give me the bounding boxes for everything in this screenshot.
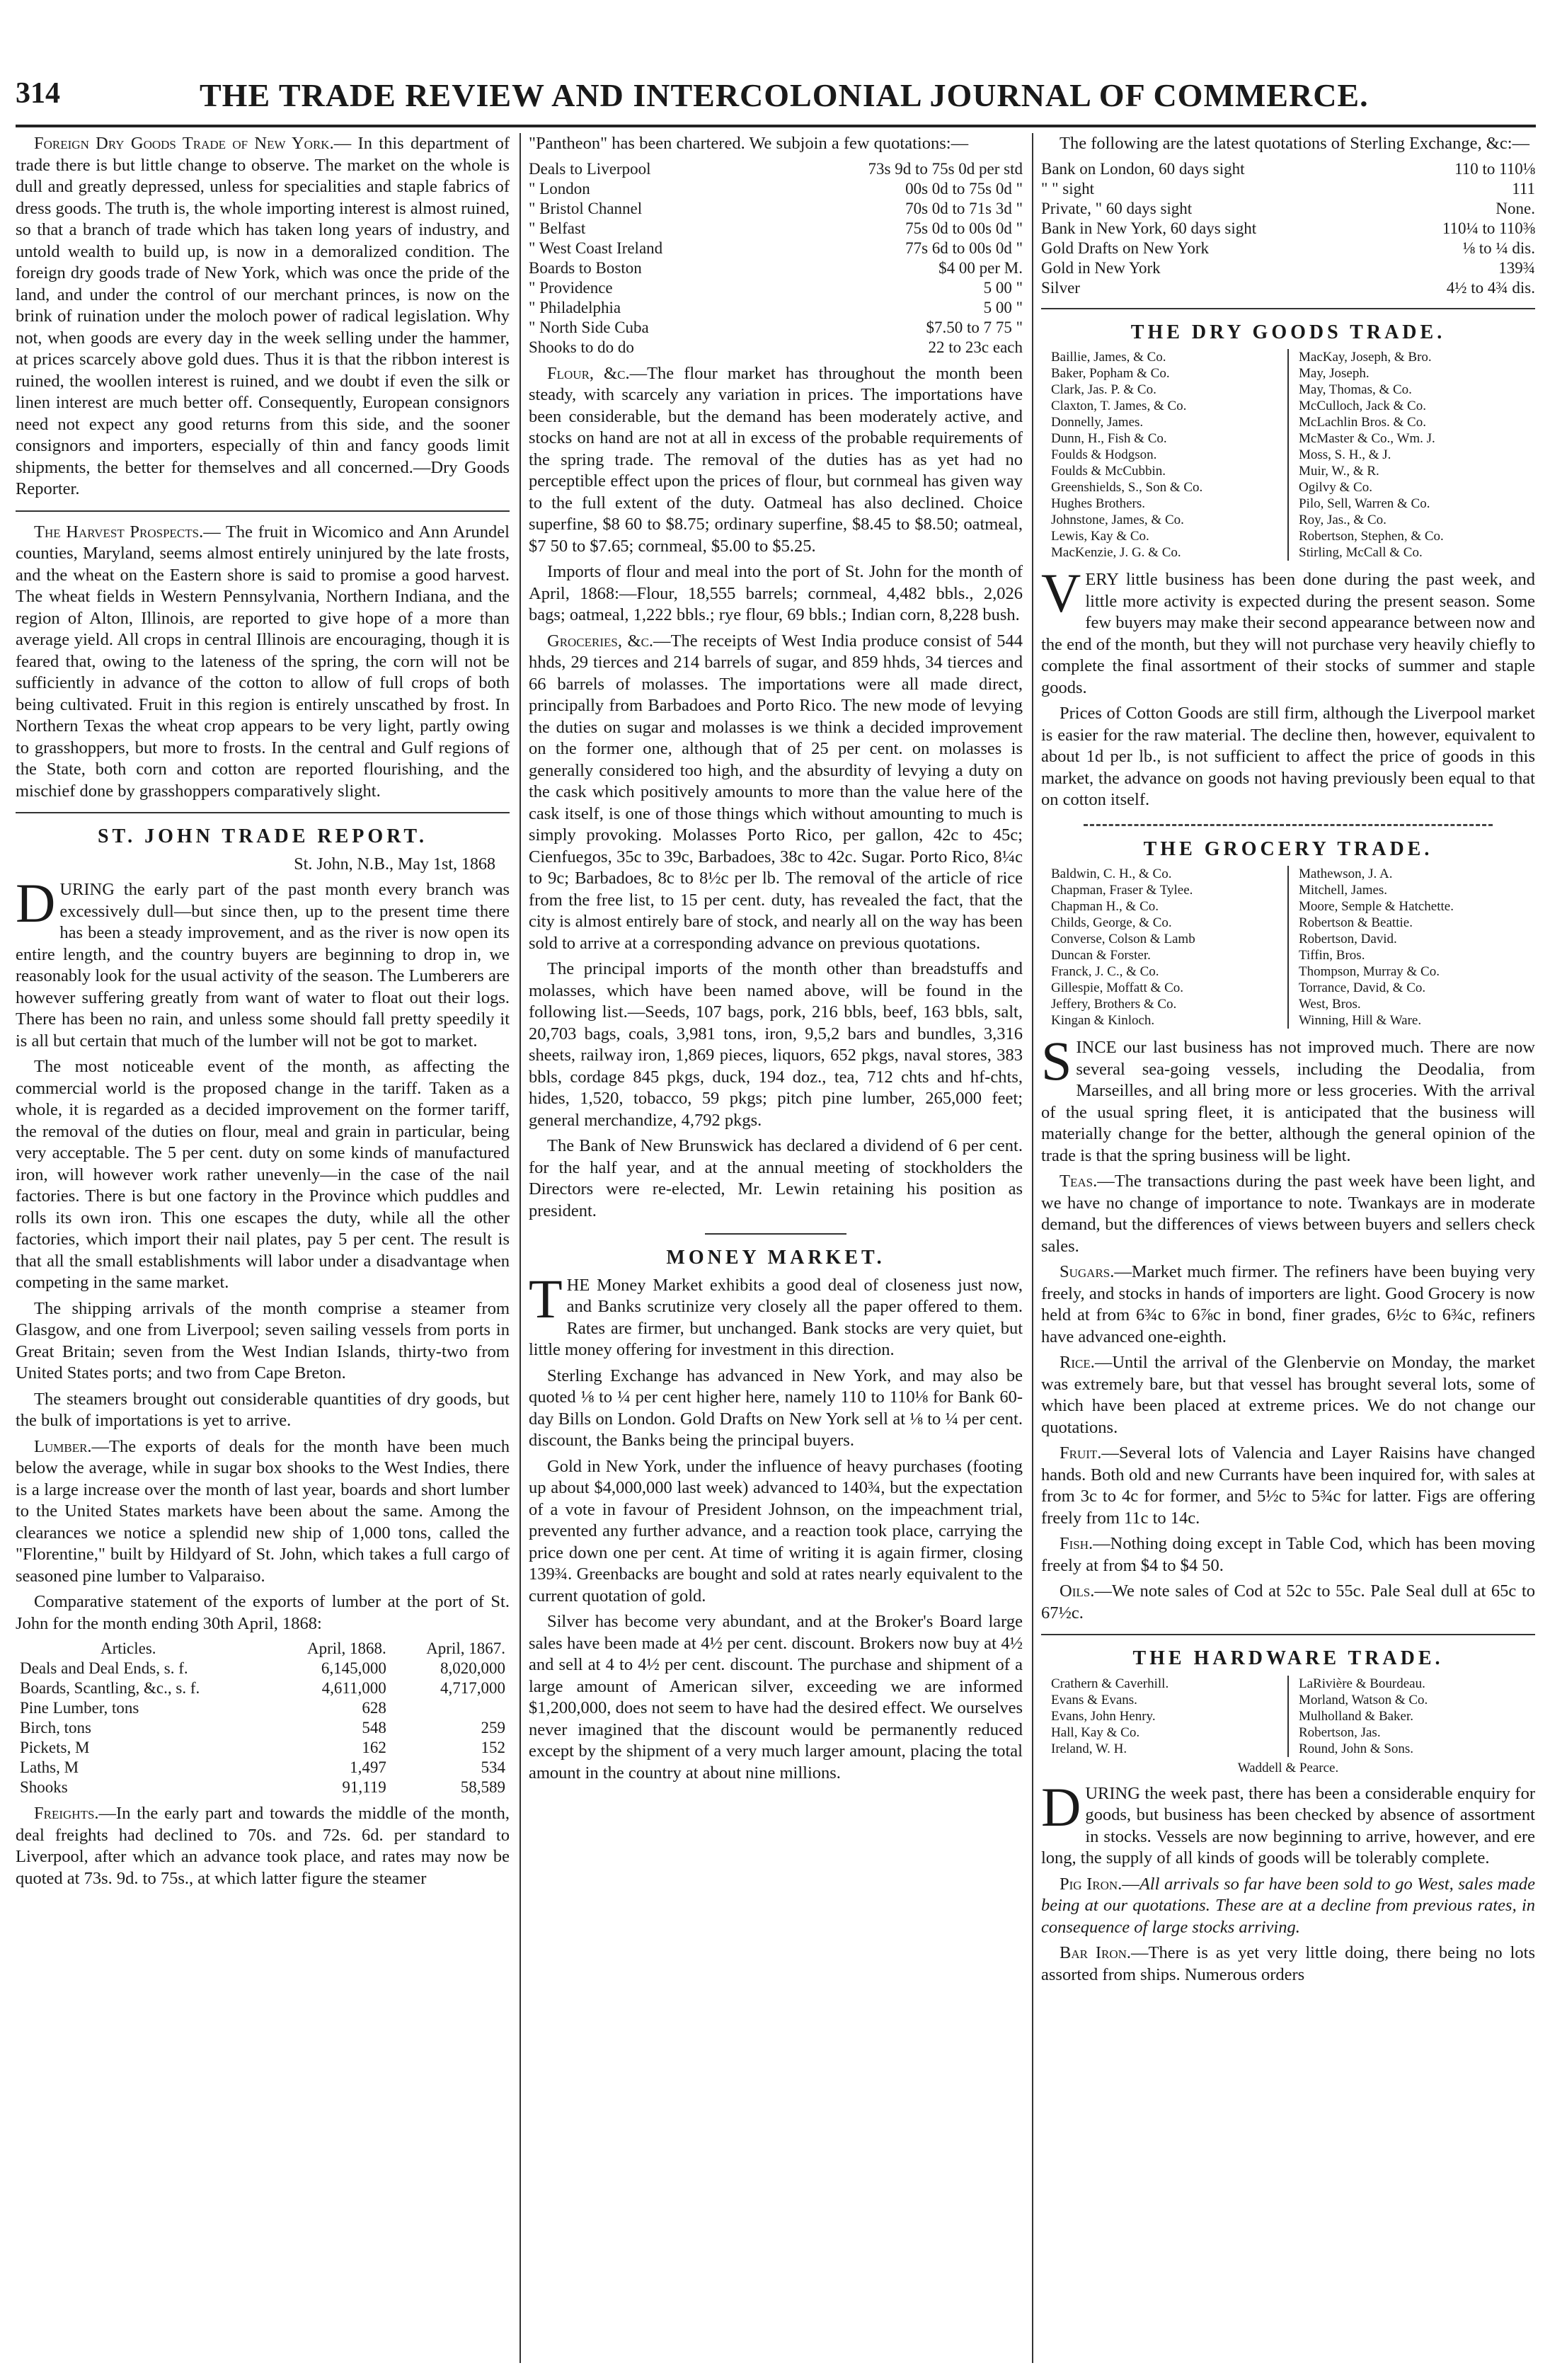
firm-column [1287,349,1535,561]
firm-name: Childs, George, & Co. [1051,915,1172,930]
column-header: Articles. [101,1640,156,1657]
rate-value: 110 to 110⅛ [1454,159,1535,178]
firm-name: Pilo, Sell, Warren & Co. [1299,496,1430,511]
firm-name: Chapman, Fraser & Tylee. [1051,883,1193,898]
paragraph-text: HE Money Market exhibits a good deal of closeness just now, and Banks scrutinize very closely all the paper offered to them. Rates are firmer, but unchanged. Bank stocks are very quiet, but little money offering for investment in this direction. [529,1275,1023,1359]
exchange-rates [1041,159,1535,298]
table-row [16,1778,510,1797]
rate-value: 139¾ [1498,258,1535,277]
article-body: The flour market has throughout the month been steady, with scarcely any variation in prices. The importations have been considerable, but the demand has been moderately active, and stocks on hand are not at all in excess of the probable requirements of the spring trade. The removal of the duties has as yet had no perceptible effect upon the prices of flour, but cornmeal has given way to the full extent of the duty. Oatmeal has also declined. Choice superfine, $8 60 to $8.75; ordinary superfine, $8.45 to $8.50; oatmeal, $7 50 to $7.65; cornmeal, $5.00 to $5.25. [529,363,1023,556]
drop-cap: V [1041,562,1081,624]
article-body: Market much firmer. The refiners have been buying very freely, and stocks in hands of importers are light. Good Grocery is now held at from 6¾c to 6⅞c in bond, finer grades, 6½c to 6¾c, refiners have advanced one-eighth. [1041,1262,1535,1346]
value-1867: 8,020,000 [440,1659,505,1677]
rate-row [529,278,1023,298]
rate-value: 77s 6d to 00s 0d " [905,239,1023,257]
article-lead: Flour, &c.— [547,363,648,383]
rate-value: 70s 0d to 71s 3d " [905,199,1023,217]
article-paragraph: Prices of Cotton Goods are still firm, although the Liverpool market is easier for the raw material. The decline then, however, equivalent to about 1d per lb., is not sufficient to affect the price of goods in this market, the advance on goods not having previously been equal to that on cotton itself. [1041,704,1535,809]
article-lumber [16,1436,510,1588]
row-label: Boards, Scantling, &c., s. f. [20,1679,200,1697]
article-paragraph: Gold in New York, under the influence of heavy purchases (footing up about $4,000,000 last week) advanced to 140¾, but the expectation of a vote in favour of President Johnson, on the impeachment trial, prevented any further advance, and a reaction took place, carrying the price down one per cent. At time of writing it is again firmer, closing 139¾. Greenbacks are bought and sold at rates nearly equivalent to the current quotation of gold. [529,1456,1023,1606]
column-header: April, 1868. [307,1640,386,1657]
drop-cap: T [529,1267,563,1329]
firm-name: Chapman H., & Co. [1051,899,1159,914]
value-1868: 6,145,000 [321,1659,386,1677]
article-body: We note sales of Cod at 52c to 55c. Pale Seal dull at 65c to 67½c. [1041,1581,1535,1623]
rate-label: " Philadelphia [529,298,621,316]
section-title-st-john: ST. JOHN TRADE REPORT. [97,825,428,847]
masthead [16,76,1536,122]
firm-name: Kingan & Kinloch. [1051,1013,1155,1028]
rate-row [529,159,1023,179]
article-lead: Sugars.— [1060,1262,1132,1281]
article-lead: Fish.— [1060,1534,1110,1553]
article-body: Nothing doing except in Table Cod, which has been moving freely at from $4 to $4 50. [1041,1534,1535,1575]
firm-name: McCulloch, Jack & Co. [1299,399,1426,413]
divider [705,1233,846,1235]
firm-name: Muir, W., & R. [1299,464,1379,479]
rate-label: " London [529,179,590,198]
rate-row [529,338,1023,357]
rate-row [529,318,1023,338]
firm-name: Baker, Popham & Co. [1051,366,1170,381]
firm-column [1287,1676,1535,1757]
divider [1084,824,1493,826]
article-freights [16,1803,510,1889]
article-lead: The Harvest Prospects.— [34,522,221,542]
firm-name: Mulholland & Baker. [1299,1708,1414,1724]
rate-row [529,179,1023,199]
divider [1041,1634,1535,1635]
firm-name: Thompson, Murray & Co. [1299,964,1440,979]
rate-label: Silver [1041,278,1080,297]
article-body: In this department of trade there is but little change to observe. The market on the whole is dull and greatly depressed, unless for specialities and staple fabrics of dress goods. The truth is, the whole importing interest is almost ruined, so that a branch of trade which has taken long years of industry, and untold wealth to build up, is now in a demoralized condition. The foreign dry goods trade of New York, which was once the pride of the land, and under the control of our merchant princes, is now on the brink of ruination under the moloch power of radical legislation. Why not, when goods are every day in the week selling under the hammer, at prices scarcely above gold dues. Thus it is that the ribbon interest is ruined, the woollen interest is ruined, and we doubt if even the silk or linen interest are much better off. Consequently, European consignors need not expect any good returns from this side, and the sooner consignors and importers, especially of thin and fancy goods limit shipments, the better for themselves and all concerned.—Dry Goods Reporter. [16,134,510,498]
article-paragraph [1041,1775,1535,1870]
article-body: The transactions during the past week have been light, and we have no change of importance to note. Twankays are in moderate demand, but the differences of views between buyers and sellers check sales. [1041,1172,1535,1256]
dateline: St. John, N.B., May 1st, 1868 [294,854,495,874]
firm-name: MacKay, Joseph, & Bro. [1299,350,1432,365]
firm-name: Hall, Kay & Co. [1051,1724,1140,1740]
drop-cap: S [1041,1030,1072,1092]
value-1867 [391,1698,510,1718]
firm-name: Robertson, Stephen, & Co. [1299,529,1444,544]
rate-label: " Belfast [529,219,586,237]
article-paragraph [1041,1030,1535,1167]
rate-row [1041,258,1535,278]
rate-value: 75s 0d to 00s 0d " [905,219,1023,237]
article-lead: Foreign Dry Goods Trade of New York.— [34,134,352,153]
table-row [16,1698,510,1718]
rate-label: Gold Drafts on New York [1041,239,1210,257]
firm-column [1041,866,1287,1029]
firm-name: Morland, Watson & Co. [1299,1692,1428,1707]
rate-value: 110¼ to 110⅜ [1442,219,1535,237]
firm-name: Robertson & Beattie. [1299,915,1413,930]
article-lead: Lumber.— [34,1436,110,1456]
article-lead: Bar Iron.— [1060,1943,1149,1962]
rate-row [529,239,1023,258]
firm-name: Johnstone, James, & Co. [1051,513,1184,527]
firm-name: Lewis, Kay & Co. [1051,529,1149,544]
article-harvest [16,522,510,803]
column-1 [16,133,510,2370]
article-lead: Freights.— [34,1804,117,1823]
value-1868: 548 [362,1719,386,1737]
article-oils [1041,1581,1535,1624]
column-2 [529,133,1023,2370]
table-row [16,1718,510,1738]
rate-value: $7.50 to 7 75 " [926,318,1023,336]
paragraph-text: URING the early part of the past month every branch was excessively dull—but since then, up to the present time there has been a steady improvement, and as the river is now open its entire length, and the country buyers are beginning to drop in, we reasonably look for the usual activity of the season. The Lumberers are however suffering greatly from want of water to float out their logs. There has been no rain, and unless some should fall pretty speedily it is all but certain that much of the lumber will not be got to market. [16,880,510,1051]
drop-cap: D [1041,1775,1081,1838]
firm-column [1287,866,1535,1029]
firm-name: Roy, Jas., & Co. [1299,513,1387,527]
value-1867: 534 [481,1758,505,1776]
rate-row [1041,199,1535,219]
article-groceries [529,631,1023,955]
rate-value: 5 00 " [983,278,1023,297]
rate-label: Boards to Boston [529,258,642,277]
article-body: Several lots of Valencia and Layer Raisins have changed hands. Both old and new Currants have been inquired for, with sales at from 3c to 4c for former, and 5½c to 5¾c for latter. Figs are offering freely from 11c to 14c. [1041,1443,1535,1528]
page-number: 314 [16,77,60,110]
rate-row [529,258,1023,278]
column-divider [519,133,521,2363]
firm-name: Moss, S. H., & J. [1299,447,1391,462]
article-paragraph: "Pantheon" has been chartered. We subjoin a few quotations:— [529,134,969,153]
value-1868: 628 [362,1699,386,1717]
article-paragraph: The shipping arrivals of the month comprise a steamer from Glasgow, and one from Liverpool; seven sailing vessels from ports in Great Britain; seven from the West Indian Islands, thirty-two from United States ports; and two from Cape Breton. [16,1298,510,1383]
article-lead: Fruit.— [1060,1443,1119,1463]
rate-label: Shooks to do do [529,338,634,356]
article-paragraph [529,1267,1023,1361]
firm-name: Stirling, McCall & Co. [1299,545,1423,560]
firm-list-dry-goods [1041,349,1535,561]
column-3 [1041,133,1535,2370]
article-paragraph: Silver has become very abundant, and at the Broker's Board large sales have been made at 4½ per cent. discount. Brokers now buy at 4½ and sell at 4 to 4½ per cent. discount. The purchase and shipment of a large amount of American silver, exceeding we are informed $1,200,000, does not seem to have had the desired effect. We ourselves never imagined that the discount would be permanently reduced except by the shipment of a very much larger amount, placing the total amount in the country at about nine millions. [529,1612,1023,1783]
table-row [16,1758,510,1778]
rate-label: " Providence [529,278,613,297]
rate-value: None. [1496,199,1535,217]
rate-row [1041,159,1535,179]
row-label: Shooks [20,1778,68,1796]
firm-name: May, Joseph. [1299,366,1370,381]
firm-name: West, Bros. [1299,997,1361,1012]
table-row [16,1659,510,1678]
value-1867: 259 [481,1719,505,1737]
rate-value: $4 00 per M. [938,258,1023,277]
firm-name: MacKenzie, J. G. & Co. [1051,545,1181,560]
firm-name: Clark, Jas. P. & Co. [1051,382,1156,397]
rate-row [529,298,1023,318]
article-paragraph: The principal imports of the month other than breadstuffs and molasses, which have been named above, will be found in the following list.—Seeds, 107 bags, pork, 216 bbls, beef, 163 bbls, salt, 20,703 bags, coals, 3,981 tons, iron, 9,5,2 bars and bundles, 3,316 sheets, railway iron, 1,869 pieces, liquors, 652 pkgs, naval stores, 383 bbls, cordage 845 pkgs, duck, 194 doz., tea, 712 chts and hf-chts, hides, 1,520, tobacco, 59 pkgs; pitch pine lumber, 265,000 feet; general merchandize, 4,792 pkgs. [529,959,1023,1130]
article-pig-iron [1041,1874,1535,1939]
firm-column [1041,1676,1287,1757]
column-divider [1032,133,1033,2363]
firm-name: Robertson, David. [1299,932,1397,946]
value-1868: 4,611,000 [321,1679,386,1697]
value-1867: 4,717,000 [440,1679,505,1697]
paragraph-text: ERY little business has been done during the past week, and little more activity is expected during the present season. Some few buyers may make their second appearance between now and the end of the month, but they will not purchase very heavily chiefly to complete the final assortment of their stocks of summer and staple goods. [1041,570,1535,697]
rate-value: 4½ to 4¾ dis. [1446,278,1535,297]
article-paragraph: Sterling Exchange has advanced in New York, and may also be quoted ⅛ to ¼ per cent higher here, namely 110 to 110⅛ for Bank 60-day Bills on London. Gold Drafts on New York sell at ⅛ to ¼ per cent. discount, the Banks being the principal buyers. [529,1366,1023,1450]
article-paragraph: The most noticeable event of the month, as affecting the commercial world is the proposed change in the tariff. Taken as a whole, it is regarded as a decided improvement on the former tariff, the removal of the duties on flour, meal and grain in particular, being very acceptable. The 5 per cent. duty on some kinds of manufactured iron, will however work rather unevenly—in the case of the nail factories. There is but one factory in the Province which puddles and rolls its own iron. This one escapes the duty, while all the other factories, which import their nail plates, pay 5 per cent. The result is that all the small establishments will labor under a disadvantage when competing in the same market. [16,1057,510,1292]
firm-name: McMaster & Co., Wm. J. [1299,431,1435,446]
article-body: There is as yet very little doing, there being no lots assorted from ships. Numerous orders [1041,1943,1535,1984]
drop-cap: D [16,872,56,934]
article-paragraph: Imports of flour and meal into the port of St. John for the month of April, 1868:—Flour, 18,555 barrels; cornmeal, 4,482 bbls., 2,026 bags; oatmeal, 1,222 bbls.; rye flour, 69 bbls.; Indian corn, 8,228 bush. [529,562,1023,624]
rate-row [1041,278,1535,298]
rate-value: 22 to 23c each [928,338,1023,356]
rate-value: 111 [1512,179,1535,198]
firm-name: Evans, John Henry. [1051,1708,1156,1724]
firm-name: Converse, Colson & Lamb [1051,932,1195,946]
rate-value: 5 00 " [983,298,1023,316]
article-lead: Oils.— [1060,1581,1112,1601]
firm-name: Hughes Brothers. [1051,496,1145,511]
rate-row [1041,239,1535,258]
article-body: The fruit in Wicomico and Ann Arundel counties, Maryland, seems almost entirely uninjured by the late frosts, and the wheat on the Eastern shore is said to promise a good harvest. The wheat fields in Western Pennsylvania, Northern Indiana, and the region of Alton, Illinois, are reported to give hope of a more than average yield. All crops in central Illinois are encouraging, though it is feared that, owing to the lateness of the spring, the corn will not be sufficiently in advance of the cotton to allow of full crops of both being cultivated. Fruit in this region is entirely unscathed by frost. In Northern Texas the wheat crop appears to be very light, partly owing to grasshoppers, but more to frosts. In the central and Gulf regions of the State, both corn and cotton are reported flourishing, and the mischief done by grasshoppers comparatively slight. [16,522,510,801]
firm-list-hardware [1041,1676,1535,1757]
firm-name: Mitchell, James. [1299,883,1388,898]
article-fruit [1041,1443,1535,1529]
firm-name: Jeffery, Brothers & Co. [1051,997,1177,1012]
rate-label: Bank on London, 60 days sight [1041,159,1245,178]
rate-row [529,199,1023,219]
firm-name: Crathern & Caverhill. [1051,1676,1169,1691]
firm-name: Baldwin, C. H., & Co. [1051,866,1172,881]
article-body: The receipts of West India produce consist of 544 hhds, 29 tierces and 214 barrels of sugar, and 859 hhds, 34 tierces and 66 barrels of molasses. The importations were all made direct, principally from Barbadoes and Porto Rico. The new mode of levying the duties on sugar and molasses is we think a decided improvement on the former one, although that of 25 per cent. on molasses is generally considered too high, and the absurdity of levying a duty on the cask which positively amounts to more than the value here of the cask itself, is one of those things which without amounting to much is simply provoking. Molasses Porto Rico, per gallon, 42c to 45c; Cienfuegos, 35c to 39c, Barbadoes, 38c to 42c. Sugar. Porto Rico, 8¼c to 9c; Barbadoes, 8c to 8½c per lb. The removal of the article of rice from the free list, to 15 per cent. duty, has revealed the fact, that the city is almost entirely bare of stock, and nearly all on the way has been sold to arrive at a corresponding advance on previous quotations. [529,631,1023,953]
rate-value: ⅛ to ¼ dis. [1462,239,1535,257]
article-paragraph: Comparative statement of the exports of lumber at the port of St. John for the month ending 30th April, 1868: [16,1592,510,1633]
article-foreign-dry-goods [16,133,510,500]
firm-name: Round, John & Sons. [1299,1741,1414,1756]
row-label: Pickets, M [20,1739,90,1756]
rate-label: " West Coast Ireland [529,239,663,257]
firm-name: Franck, J. C., & Co. [1051,964,1159,979]
article-flour [529,363,1023,558]
article-fish [1041,1533,1535,1577]
divider [16,812,510,813]
firm-name: Claxton, T. James, & Co. [1051,399,1187,413]
firm-name: Winning, Hill & Ware. [1299,1013,1422,1028]
section-title-grocery: THE GROCERY TRADE. [1143,837,1433,860]
rate-label: Deals to Liverpool [529,159,651,178]
article-body: The exports of deals for the month have been much below the average, while in sugar box shooks to the West Indies, there is a large increase over the month of last year, boards and short lumber to the United States markets have been about the same. Among the clearances we notice a splendid new ship of 1,000 tons, called the "Florentine," built by Hildyard of St. John, which takes a full cargo of seasoned pine lumber to Valparaiso. [16,1436,510,1586]
firm-name: Foulds & McCubbin. [1051,464,1166,479]
firm-name: Mathewson, J. A. [1299,866,1393,881]
table-row [16,1678,510,1698]
row-label: Deals and Deal Ends, s. f. [20,1659,188,1677]
article-lead: Rice.— [1060,1353,1113,1372]
firm-name: Donnelly, James. [1051,415,1144,430]
firm-name: Tiffin, Bros. [1299,948,1365,963]
table-row [16,1738,510,1758]
article-paragraph: The steamers brought out considerable quantities of dry goods, but the bulk of importations is yet to arrive. [16,1389,510,1430]
firm-column [1041,349,1287,561]
rate-label: " North Side Cuba [529,318,649,336]
firm-name: Baillie, James, & Co. [1051,350,1166,365]
article-lead: Pig Iron.— [1060,1874,1139,1894]
value-1868: 162 [362,1739,386,1756]
column-header: April, 1867. [426,1640,505,1657]
article-body: Until the arrival of the Glenbervie on Monday, the market was extremely bare, but that vessel has brought several lots, some of which have been placed at extreme prices. We do not change our quotations. [1041,1353,1535,1437]
firm-name: Waddell & Pearce. [1237,1760,1339,1775]
lumber-exports-table [16,1639,510,1797]
article-paragraph [16,872,510,1052]
article-paragraph: The following are the latest quotations of Sterling Exchange, &c:— [1060,134,1530,153]
article-rice [1041,1352,1535,1438]
value-1868: 1,497 [350,1758,386,1776]
row-label: Birch, tons [20,1719,91,1737]
firm-name: Ogilvy & Co. [1299,480,1372,495]
rate-label: Bank in New York, 60 days sight [1041,219,1257,237]
journal-title: THE TRADE REVIEW AND INTERCOLONIAL JOURNAL OF COMMERCE. [200,77,1369,113]
firm-name: Torrance, David, & Co. [1299,980,1426,995]
paragraph-text: URING the week past, there has been a considerable enquiry for goods, but business has been checked by absence of assortment in stocks. Vessels are now beginning to arrive, however, and ere long, the supply of all kinds of goods will be tolerably complete. [1041,1783,1535,1867]
section-title-hardware: THE HARDWARE TRADE. [1132,1647,1444,1669]
value-1867: 152 [481,1739,505,1756]
divider [1041,308,1535,309]
article-paragraph [1041,562,1535,699]
freight-quotes [529,159,1023,357]
firm-name: Evans & Evans. [1051,1692,1137,1707]
firm-list-grocery [1041,866,1535,1029]
rate-label: Gold in New York [1041,258,1161,277]
rate-row [1041,219,1535,239]
rate-row [1041,179,1535,199]
rate-label: " Bristol Channel [529,199,643,217]
table-header [16,1639,510,1659]
header-rule [16,125,1536,127]
value-1867: 58,589 [460,1778,505,1796]
firm-name: Greenshields, S., Son & Co. [1051,480,1203,495]
firm-name: May, Thomas, & Co. [1299,382,1412,397]
firm-name: Robertson, Jas. [1299,1724,1381,1740]
article-body: In the early part and towards the middle of the month, deal freights had declined to 70s. and 72s. 6d. per standard to Liverpool, after which an advance took place, and rates may now be quoted at 73s. 9d. to 75s., at which latter figure the steamer [16,1804,510,1888]
article-sugars [1041,1261,1535,1348]
rate-label: " " sight [1041,179,1095,198]
article-paragraph: The Bank of New Brunswick has declared a dividend of 6 per cent. for the half year, and at the annual meeting of stockholders the Directors were re-elected, Mr. Lewin retaining his position as president. [529,1136,1023,1220]
firm-name: Moore, Semple & Hatchette. [1299,899,1454,914]
rate-label: Private, " 60 days sight [1041,199,1193,217]
article-lead: Teas.— [1060,1172,1115,1191]
rate-value: 73s 9d to 75s 0d per std [868,159,1023,178]
rate-value: 00s 0d to 75s 0d " [905,179,1023,198]
article-body: All arrivals so far have been sold to go West, sales made being at our quotations. These are at a decline from previous rates, in consequence of large stocks arriving. [1041,1874,1535,1937]
section-title-dry-goods: THE DRY GOODS TRADE. [1130,321,1446,343]
divider [16,510,510,512]
firm-name: Dunn, H., Fish & Co. [1051,431,1167,446]
article-bar-iron [1041,1943,1535,1986]
row-label: Laths, M [20,1758,79,1776]
firm-name: Foulds & Hodgson. [1051,447,1157,462]
rate-row [529,219,1023,239]
firm-name: McLachlin Bros. & Co. [1299,415,1426,430]
section-title-money-market: MONEY MARKET. [666,1247,885,1269]
firm-name: Gillespie, Moffatt & Co. [1051,980,1183,995]
value-1868: 91,119 [342,1778,386,1796]
paragraph-text: INCE our last business has not improved much. There are now several sea-going vessels, including the Deodalia, from Marseilles, and all bring more or less groceries. With the arrival of the usual spring fleet, it is anticipated that the business will materially change for the better, although the general opinion of the trade is that the spring business will be light. [1041,1038,1535,1165]
firm-name: Ireland, W. H. [1051,1741,1127,1756]
article-lead: Groceries, &c.— [547,631,671,651]
row-label: Pine Lumber, tons [20,1699,139,1717]
firm-name: Duncan & Forster. [1051,948,1151,963]
firm-name: LaRivière & Bourdeau. [1299,1676,1425,1691]
article-teas [1041,1171,1535,1257]
